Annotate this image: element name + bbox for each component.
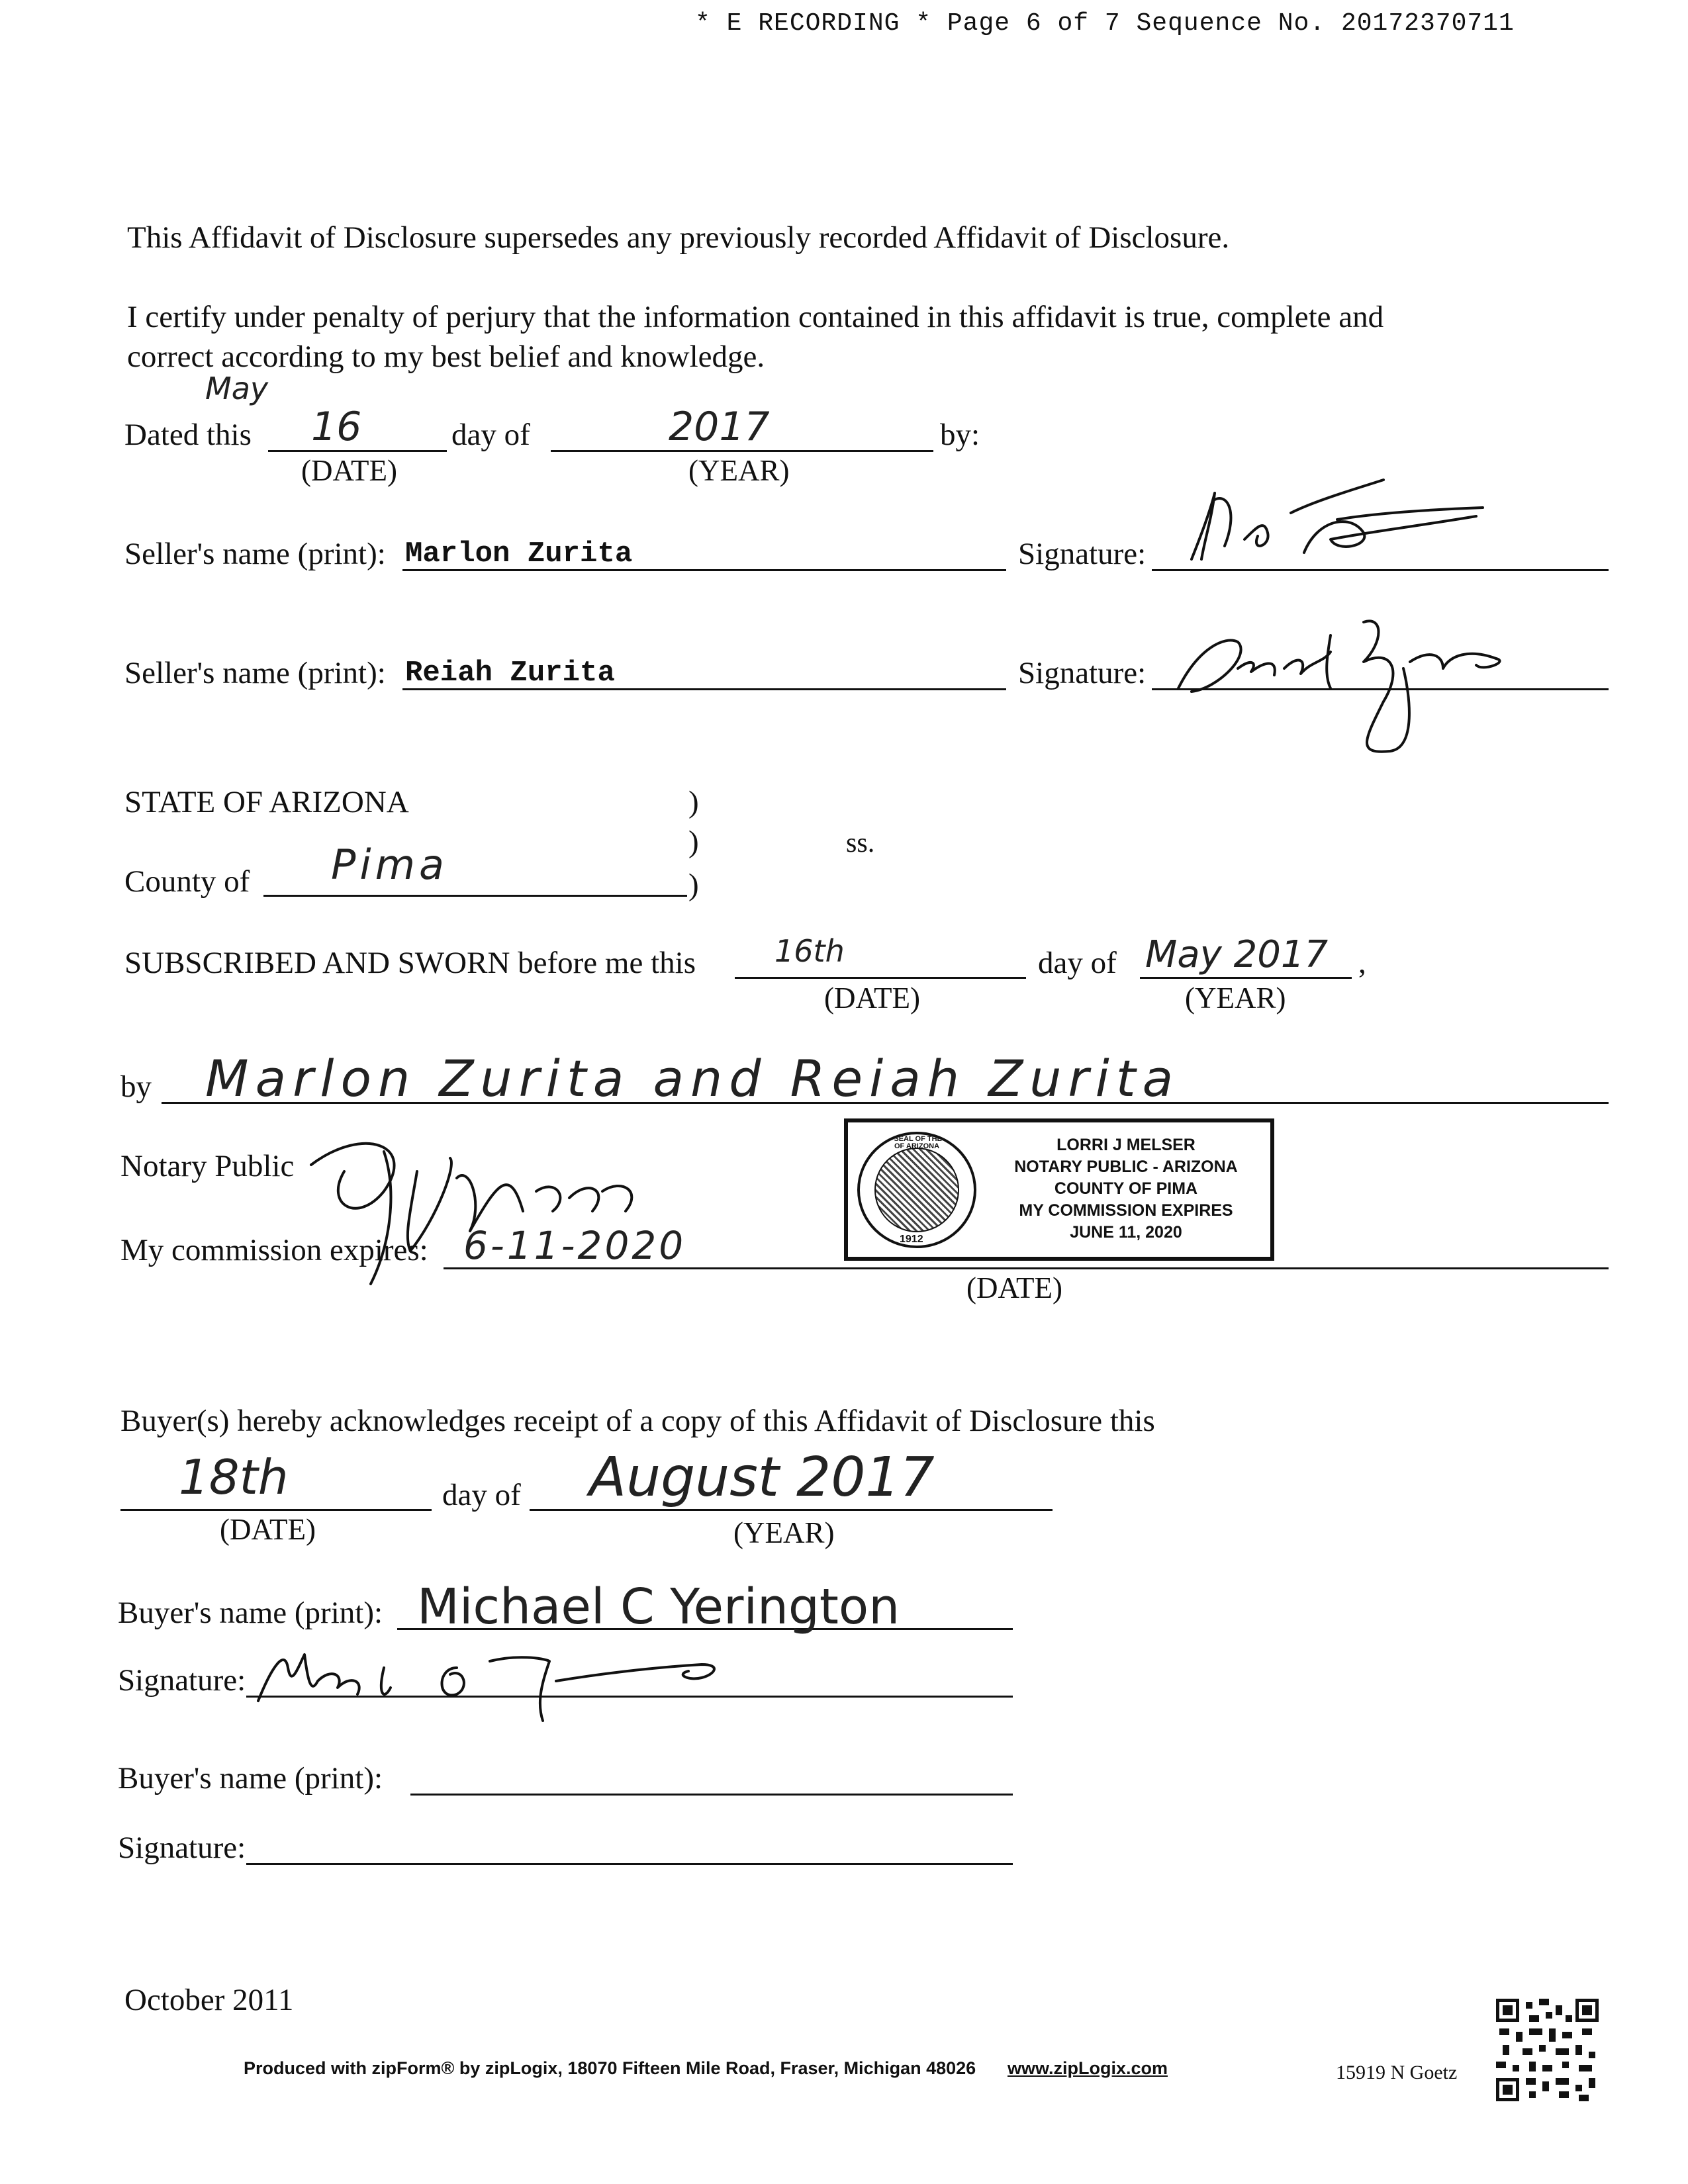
seller-1-signature xyxy=(1165,473,1496,572)
state-seal-icon xyxy=(857,1132,976,1248)
buyer-2-signature-line xyxy=(246,1863,1013,1865)
seal-ring-text: GREAT SEAL OF THE STATE OF ARIZONA xyxy=(867,1135,967,1150)
buyer-ack-text: Buyer(s) hereby acknowledges receipt of a copy of this Affidavit of Disclosure this xyxy=(120,1404,1155,1438)
buyer-ack-year-line xyxy=(530,1509,1053,1511)
commission-value: 6-11-2020 xyxy=(463,1223,686,1268)
sworn-year-caption: (YEAR) xyxy=(1185,981,1286,1015)
certify-statement-line2: correct according to my best belief and knowledge. xyxy=(127,340,765,374)
supersedes-statement: This Affidavit of Disclosure supersedes any previously recorded Affidavit of Disclosure. xyxy=(127,220,1230,255)
notary-signature xyxy=(285,1112,655,1297)
state-label: STATE OF ARIZONA xyxy=(124,785,409,819)
ss-label: ss. xyxy=(846,828,875,858)
county-line xyxy=(263,895,687,897)
sworn-comma: , xyxy=(1358,946,1366,980)
buyer-1-signature-label: Signature: xyxy=(118,1663,246,1698)
by-label: by xyxy=(120,1069,152,1104)
dated-month-note: May xyxy=(205,371,269,406)
dated-year-line xyxy=(551,450,933,452)
buyer-ack-year-value: August 2017 xyxy=(589,1446,935,1509)
county-value: Pima xyxy=(331,841,449,889)
sworn-mid: day of xyxy=(1038,946,1117,980)
paren-2: ) xyxy=(688,825,699,859)
buyer-ack-mid: day of xyxy=(442,1478,521,1512)
buyer-2-name-line xyxy=(410,1794,1013,1796)
seal-year: 1912 xyxy=(900,1234,923,1245)
dated-date-value: 16 xyxy=(311,404,362,450)
produced-by: Produced with zipForm® by zipLogix, 18070 Fifteen Mile Road, Fraser, Michigan 48026 xyxy=(244,2058,976,2078)
seller-2-label: Seller's name (print): xyxy=(124,656,386,690)
seller-1-name: Marlon Zurita xyxy=(405,537,633,570)
dated-date-caption: (DATE) xyxy=(301,454,397,487)
property-address: 15919 N Goetz xyxy=(1336,2062,1458,2083)
paren-1: ) xyxy=(688,785,699,819)
stamp-line-1: LORRI J MELSER xyxy=(1056,1136,1196,1154)
commission-caption: (DATE) xyxy=(966,1271,1062,1304)
sworn-date-value: 16th xyxy=(774,933,845,969)
stamp-line-4: MY COMMISSION EXPIRES xyxy=(1019,1201,1233,1220)
recording-header: * E RECORDING * Page 6 of 7 Sequence No. 20172370711 xyxy=(695,9,1515,38)
buyer-ack-date-line xyxy=(120,1509,432,1511)
notary-public-label: Notary Public xyxy=(120,1149,295,1183)
sworn-date-caption: (DATE) xyxy=(824,981,920,1015)
paren-3: ) xyxy=(688,868,699,902)
sworn-year-value: May 2017 xyxy=(1145,933,1329,976)
notary-stamp xyxy=(844,1118,1274,1261)
stamp-line-3: COUNTY OF PIMA xyxy=(1054,1179,1198,1198)
stamp-line-5: JUNE 11, 2020 xyxy=(1070,1223,1182,1242)
buyer-1-name: Michael C Yerington xyxy=(417,1578,900,1635)
dated-mid: day of xyxy=(451,418,530,452)
buyer-2-signature-label: Signature: xyxy=(118,1831,246,1865)
dated-date-line xyxy=(268,450,447,452)
commission-label: My commission expires: xyxy=(120,1233,428,1267)
sworn-date-line xyxy=(735,977,1026,979)
buyer-ack-year-caption: (YEAR) xyxy=(733,1516,835,1549)
dated-year-caption: (YEAR) xyxy=(688,454,790,487)
by-value: Marlon Zurita and Reiah Zurita xyxy=(205,1049,1180,1108)
certify-statement-line1: I certify under penalty of perjury that the information contained in this affidavit is true, complete and xyxy=(127,300,1384,334)
dated-suffix: by: xyxy=(940,418,980,452)
seller-1-label: Seller's name (print): xyxy=(124,537,386,571)
dated-year-value: 2017 xyxy=(669,404,770,450)
buyer-1-signature xyxy=(252,1628,781,1727)
buyer-2-label: Buyer's name (print): xyxy=(118,1761,383,1796)
buyer-1-label: Buyer's name (print): xyxy=(118,1596,383,1630)
qr-code-icon xyxy=(1496,1999,1599,2101)
seller-2-signature-label: Signature: xyxy=(1018,656,1147,690)
stamp-line-2: NOTARY PUBLIC - ARIZONA xyxy=(1014,1158,1238,1176)
county-label: County of xyxy=(124,864,250,899)
buyer-ack-date-value: 18th xyxy=(179,1449,289,1505)
form-date: October 2011 xyxy=(124,1983,294,2017)
ziplogix-link[interactable]: www.zipLogix.com xyxy=(1008,2058,1168,2078)
sworn-year-line xyxy=(1140,977,1352,979)
buyer-ack-date-caption: (DATE) xyxy=(220,1513,316,1546)
dated-prefix: Dated this xyxy=(124,418,252,452)
sworn-prefix: SUBSCRIBED AND SWORN before me this xyxy=(124,946,696,980)
seller-2-signature xyxy=(1165,596,1562,761)
seller-1-signature-label: Signature: xyxy=(1018,537,1147,571)
seller-2-name: Reiah Zurita xyxy=(405,657,615,690)
